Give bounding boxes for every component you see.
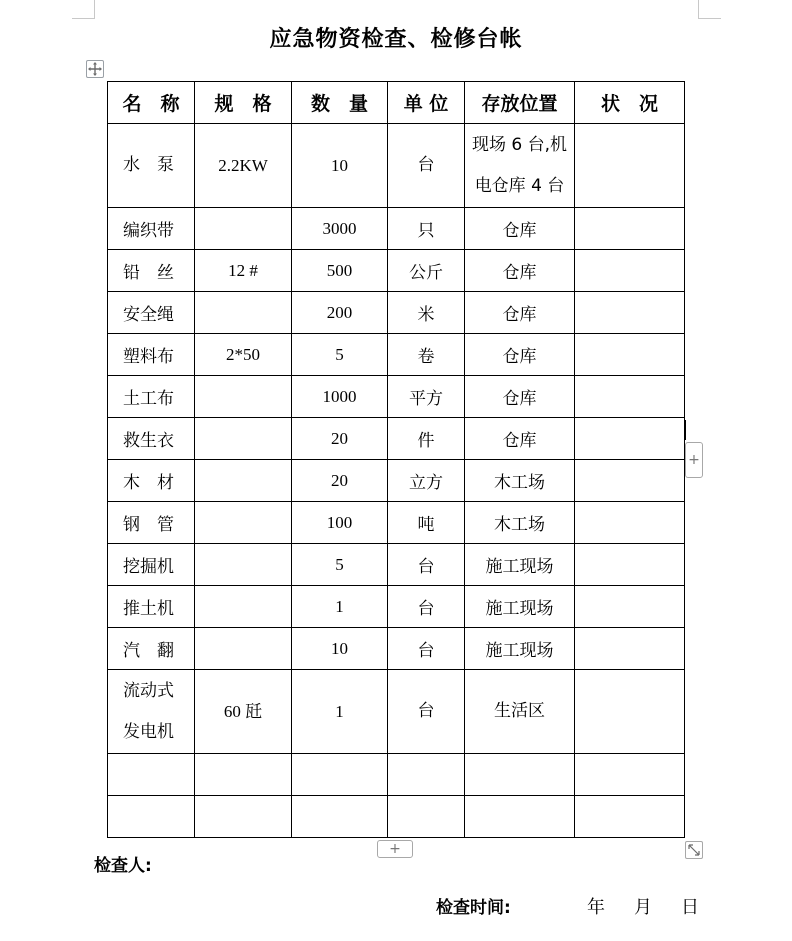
- add-row-button[interactable]: [377, 840, 413, 858]
- materials-table: [107, 81, 685, 838]
- cell-location[interactable]: 仓库: [465, 208, 575, 250]
- cell-status[interactable]: [575, 208, 685, 250]
- table-row: [108, 334, 685, 376]
- cell-spec[interactable]: [195, 460, 292, 502]
- cell-spec[interactable]: 2.2KW: [195, 124, 292, 208]
- cell-unit[interactable]: 台: [388, 124, 465, 208]
- plus-icon: +: [389, 841, 401, 857]
- cell-spec[interactable]: [195, 544, 292, 586]
- cell-qty[interactable]: 500: [292, 250, 388, 292]
- cell-unit[interactable]: 立方: [388, 460, 465, 502]
- cell-location[interactable]: 仓库: [465, 250, 575, 292]
- cell-empty[interactable]: [292, 796, 388, 838]
- cell-empty[interactable]: [195, 754, 292, 796]
- table-row-empty: [108, 796, 685, 838]
- add-column-button[interactable]: [685, 442, 703, 478]
- cell-location[interactable]: 仓库: [465, 418, 575, 460]
- header-qty: 数 量: [292, 82, 388, 124]
- cell-qty[interactable]: 10: [292, 628, 388, 670]
- cell-name[interactable]: 编织带: [108, 208, 195, 250]
- table-row: [108, 376, 685, 418]
- cell-unit[interactable]: 台: [388, 628, 465, 670]
- cell-status[interactable]: [575, 460, 685, 502]
- cell-unit[interactable]: 卷: [388, 334, 465, 376]
- cell-name[interactable]: 安全绳: [108, 292, 195, 334]
- cell-status[interactable]: [575, 292, 685, 334]
- cell-spec[interactable]: [195, 208, 292, 250]
- cell-qty[interactable]: 100: [292, 502, 388, 544]
- cell-status[interactable]: [575, 586, 685, 628]
- plus-icon: +: [688, 452, 700, 468]
- inspect-time-label: 检查时间:: [436, 898, 511, 918]
- cell-location[interactable]: 木工场: [465, 460, 575, 502]
- table-row: [108, 670, 685, 754]
- cell-qty[interactable]: 5: [292, 544, 388, 586]
- cell-empty[interactable]: [195, 796, 292, 838]
- cell-unit[interactable]: 吨: [388, 502, 465, 544]
- cell-location[interactable]: [465, 124, 575, 208]
- cell-status[interactable]: [575, 250, 685, 292]
- cell-name[interactable]: 推土机: [108, 586, 195, 628]
- cell-qty[interactable]: 1000: [292, 376, 388, 418]
- cell-spec[interactable]: [195, 628, 292, 670]
- cell-empty[interactable]: [108, 796, 195, 838]
- inspector-label: 检查人:: [94, 856, 152, 876]
- header-location: 存放位置: [465, 82, 575, 124]
- cell-location[interactable]: 生活区: [465, 670, 575, 754]
- cell-name[interactable]: 土工布: [108, 376, 195, 418]
- cell-empty[interactable]: [388, 754, 465, 796]
- cell-spec[interactable]: [195, 586, 292, 628]
- cell-location[interactable]: 仓库: [465, 334, 575, 376]
- cell-status[interactable]: [575, 628, 685, 670]
- cell-spec[interactable]: [195, 376, 292, 418]
- cell-name[interactable]: 塑料布: [108, 334, 195, 376]
- cell-location[interactable]: 木工场: [465, 502, 575, 544]
- cell-empty[interactable]: [292, 754, 388, 796]
- cell-empty[interactable]: [575, 754, 685, 796]
- cell-qty[interactable]: 1: [292, 670, 388, 754]
- month-label: 月: [634, 897, 652, 918]
- resize-icon: [686, 842, 702, 858]
- cell-name[interactable]: 挖掘机: [108, 544, 195, 586]
- cell-name[interactable]: 救生衣: [108, 418, 195, 460]
- table-move-handle[interactable]: [86, 60, 104, 78]
- table-row: [108, 124, 685, 208]
- cell-unit[interactable]: 台: [388, 586, 465, 628]
- cell-location-line: 现场 6 台,机: [471, 134, 568, 155]
- cell-location[interactable]: 施工现场: [465, 628, 575, 670]
- cell-unit[interactable]: 只: [388, 208, 465, 250]
- cell-unit[interactable]: 台: [388, 670, 465, 754]
- header-status: 状 况: [575, 82, 685, 124]
- table-row: [108, 208, 685, 250]
- table-row: [108, 502, 685, 544]
- cell-empty[interactable]: [388, 796, 465, 838]
- cell-name-line: 发电机: [123, 721, 174, 742]
- cell-spec[interactable]: [195, 292, 292, 334]
- table-row: [108, 418, 685, 460]
- cell-spec[interactable]: [195, 502, 292, 544]
- cell-location[interactable]: 施工现场: [465, 544, 575, 586]
- table-row-empty: [108, 754, 685, 796]
- cell-qty[interactable]: 1: [292, 586, 388, 628]
- cell-spec[interactable]: [195, 418, 292, 460]
- cell-location[interactable]: 施工现场: [465, 586, 575, 628]
- document-title: 应急物资检查、检修台帐: [269, 27, 523, 52]
- cell-qty[interactable]: 3000: [292, 208, 388, 250]
- cell-status[interactable]: [575, 544, 685, 586]
- cell-unit[interactable]: 米: [388, 292, 465, 334]
- header-unit: 单 位: [388, 82, 465, 124]
- cell-status[interactable]: [575, 418, 685, 460]
- page-corner-top-right: [698, 0, 721, 19]
- cell-empty[interactable]: [465, 754, 575, 796]
- cell-name-line: 流动式: [123, 680, 174, 701]
- header-spec: 规 格: [195, 82, 292, 124]
- table-row: [108, 460, 685, 502]
- cell-unit[interactable]: 台: [388, 544, 465, 586]
- cell-unit[interactable]: 件: [388, 418, 465, 460]
- cell-status[interactable]: [575, 502, 685, 544]
- cell-unit[interactable]: 平方: [388, 376, 465, 418]
- cell-name[interactable]: 铅 丝: [108, 250, 195, 292]
- day-label: 日: [681, 897, 699, 918]
- cell-location[interactable]: 仓库: [465, 376, 575, 418]
- cell-name[interactable]: 钢 管: [108, 502, 195, 544]
- cell-empty[interactable]: [108, 754, 195, 796]
- cell-spec[interactable]: 2*50: [195, 334, 292, 376]
- cell-status[interactable]: [575, 334, 685, 376]
- cell-location[interactable]: 仓库: [465, 292, 575, 334]
- cell-qty[interactable]: 20: [292, 460, 388, 502]
- cell-status[interactable]: [575, 670, 685, 754]
- cell-status[interactable]: [575, 376, 685, 418]
- table-row: [108, 628, 685, 670]
- cell-unit[interactable]: 公斤: [388, 250, 465, 292]
- header-name: 名 称: [108, 82, 195, 124]
- table-header-row: [108, 82, 685, 124]
- move-icon: [87, 61, 103, 77]
- cell-name[interactable]: 木 材: [108, 460, 195, 502]
- table-row: [108, 292, 685, 334]
- cell-name[interactable]: [108, 670, 195, 754]
- year-label: 年: [587, 897, 605, 918]
- cell-qty[interactable]: 200: [292, 292, 388, 334]
- cell-status[interactable]: [575, 124, 685, 208]
- cell-qty[interactable]: 20: [292, 418, 388, 460]
- cell-empty[interactable]: [465, 796, 575, 838]
- cell-name[interactable]: 汽 翻: [108, 628, 195, 670]
- cell-spec[interactable]: 60 瓩: [195, 670, 292, 754]
- cell-location-line: 电仓库 4 台: [474, 175, 565, 196]
- page-corner-top-left: [72, 0, 95, 19]
- cell-name[interactable]: 水 泵: [108, 124, 195, 208]
- cell-qty[interactable]: 5: [292, 334, 388, 376]
- table-row: [108, 250, 685, 292]
- cell-empty[interactable]: [575, 796, 685, 838]
- text-cursor: [684, 420, 686, 440]
- cell-qty[interactable]: 10: [292, 124, 388, 208]
- table-resize-handle[interactable]: [685, 841, 703, 859]
- table-row: [108, 544, 685, 586]
- cell-spec[interactable]: 12 #: [195, 250, 292, 292]
- table-row: [108, 586, 685, 628]
